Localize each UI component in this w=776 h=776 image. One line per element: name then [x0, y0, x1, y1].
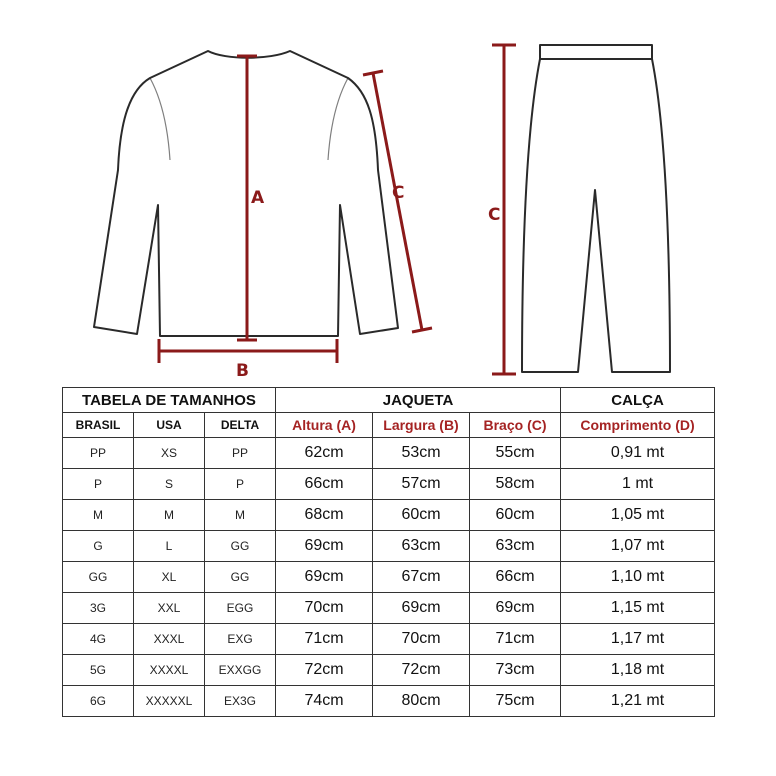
- pants-outline: [522, 45, 670, 372]
- table-cell: 69cm: [373, 593, 470, 624]
- table-title: TABELA DE TAMANHOS: [63, 388, 276, 413]
- table-cell: 74cm: [276, 686, 373, 717]
- table-cell: S: [134, 469, 205, 500]
- table-cell: 63cm: [470, 531, 561, 562]
- table-cell: 80cm: [373, 686, 470, 717]
- col-usa: USA: [134, 413, 205, 438]
- table-cell: 55cm: [470, 438, 561, 469]
- col-comprimento: Comprimento (D): [561, 413, 715, 438]
- table-cell: EXG: [205, 624, 276, 655]
- table-cell: 60cm: [373, 500, 470, 531]
- table-cell: 60cm: [470, 500, 561, 531]
- col-delta: DELTA: [205, 413, 276, 438]
- label-a: A: [251, 188, 265, 208]
- table-cell: EX3G: [205, 686, 276, 717]
- label-c-pants: C: [488, 205, 501, 225]
- table-cell: G: [63, 531, 134, 562]
- table-cell: 1,15 mt: [561, 593, 715, 624]
- table-cell: M: [205, 500, 276, 531]
- table-cell: 63cm: [373, 531, 470, 562]
- table-cell: XXXXL: [134, 655, 205, 686]
- table-row: [63, 655, 715, 686]
- table-cell: P: [63, 469, 134, 500]
- col-altura: Altura (A): [276, 413, 373, 438]
- table-cell: M: [134, 500, 205, 531]
- table-cell: 6G: [63, 686, 134, 717]
- table-row: [63, 500, 715, 531]
- table-cell: 71cm: [276, 624, 373, 655]
- table-cell: XXL: [134, 593, 205, 624]
- table-cell: XS: [134, 438, 205, 469]
- table-cell: PP: [205, 438, 276, 469]
- table-cell: XXXL: [134, 624, 205, 655]
- measure-b: [159, 339, 337, 363]
- group-jacket: JAQUETA: [276, 388, 561, 413]
- table-cell: GG: [205, 562, 276, 593]
- table-row: [63, 593, 715, 624]
- table-cell: 1,10 mt: [561, 562, 715, 593]
- group-pants: CALÇA: [561, 388, 715, 413]
- table-cell: 69cm: [276, 531, 373, 562]
- table-cell: 1,07 mt: [561, 531, 715, 562]
- col-braco: Braço (C): [470, 413, 561, 438]
- table-cell: 66cm: [276, 469, 373, 500]
- table-row: [63, 624, 715, 655]
- table-row: [63, 531, 715, 562]
- table-cell: 3G: [63, 593, 134, 624]
- table-cell: 1 mt: [561, 469, 715, 500]
- table-cell: 1,21 mt: [561, 686, 715, 717]
- table-cell: P: [205, 469, 276, 500]
- table-cell: 73cm: [470, 655, 561, 686]
- table-cell: XL: [134, 562, 205, 593]
- table-cell: 69cm: [470, 593, 561, 624]
- col-brasil: BRASIL: [63, 413, 134, 438]
- table-cell: 71cm: [470, 624, 561, 655]
- table-cell: GG: [205, 531, 276, 562]
- col-largura: Largura (B): [373, 413, 470, 438]
- table-cell: 4G: [63, 624, 134, 655]
- table-cell: 66cm: [470, 562, 561, 593]
- table-cell: EXXGG: [205, 655, 276, 686]
- table-cell: 1,05 mt: [561, 500, 715, 531]
- garment-diagram: [0, 0, 776, 385]
- table-cell: 62cm: [276, 438, 373, 469]
- table-cell: GG: [63, 562, 134, 593]
- table-cell: 70cm: [276, 593, 373, 624]
- table-cell: M: [63, 500, 134, 531]
- table-cell: 75cm: [470, 686, 561, 717]
- table-cell: 1,18 mt: [561, 655, 715, 686]
- table-cell: 1,17 mt: [561, 624, 715, 655]
- table-cell: 58cm: [470, 469, 561, 500]
- table-cell: 69cm: [276, 562, 373, 593]
- table-cell: 5G: [63, 655, 134, 686]
- table-cell: L: [134, 531, 205, 562]
- table-row: [63, 686, 715, 717]
- label-c-jacket: C: [392, 183, 405, 203]
- label-b: B: [236, 361, 249, 381]
- table-cell: 67cm: [373, 562, 470, 593]
- table-row: [63, 562, 715, 593]
- table-cell: 53cm: [373, 438, 470, 469]
- table-cell: 72cm: [276, 655, 373, 686]
- table-cell: XXXXXL: [134, 686, 205, 717]
- table-cell: 68cm: [276, 500, 373, 531]
- table-cell: 57cm: [373, 469, 470, 500]
- table-cell: PP: [63, 438, 134, 469]
- table-cell: 0,91 mt: [561, 438, 715, 469]
- table-row: [63, 469, 715, 500]
- size-table: [62, 387, 715, 717]
- table-cell: 70cm: [373, 624, 470, 655]
- table-cell: 72cm: [373, 655, 470, 686]
- table-row: [63, 438, 715, 469]
- table-cell: EGG: [205, 593, 276, 624]
